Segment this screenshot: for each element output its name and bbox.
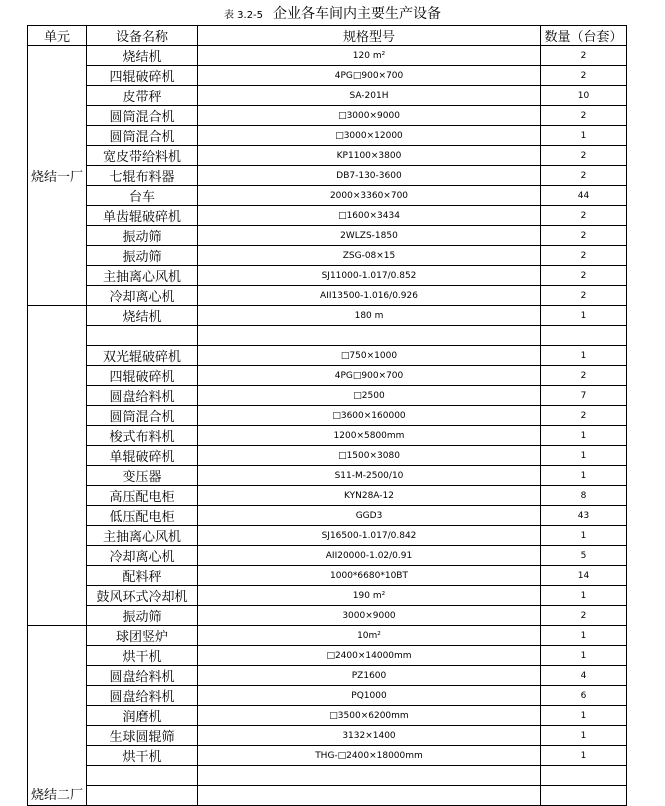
equipment-name-cell: 低压配电柜 bbox=[87, 506, 198, 526]
spec-cell: ZSG-08×15 bbox=[198, 246, 541, 266]
spec-cell: 1000*6680*10BT bbox=[198, 566, 541, 586]
equipment-name-cell bbox=[87, 326, 198, 346]
quantity-cell: 2 bbox=[541, 46, 627, 66]
equipment-name-cell: 单齿辊破碎机 bbox=[87, 206, 198, 226]
table-row bbox=[28, 746, 627, 766]
quantity-cell: 1 bbox=[541, 466, 627, 486]
unit-cell: 烧结一厂 bbox=[28, 46, 87, 306]
quantity-cell: 2 bbox=[541, 206, 627, 226]
table-row bbox=[28, 126, 627, 146]
quantity-cell: 2 bbox=[541, 106, 627, 126]
spec-cell: KP1100×3800 bbox=[198, 146, 541, 166]
table-row bbox=[28, 146, 627, 166]
table-row bbox=[28, 486, 627, 506]
quantity-cell: 1 bbox=[541, 646, 627, 666]
quantity-cell: 2 bbox=[541, 146, 627, 166]
equipment-name-cell: 圆筒混合机 bbox=[87, 106, 198, 126]
quantity-cell: 1 bbox=[541, 746, 627, 766]
spec-cell: 10m² bbox=[198, 626, 541, 646]
spec-cell: □3500×6200mm bbox=[198, 706, 541, 726]
quantity-cell: 1 bbox=[541, 706, 627, 726]
spec-cell bbox=[198, 766, 541, 786]
spec-cell: 190 m² bbox=[198, 586, 541, 606]
spec-cell bbox=[198, 326, 541, 346]
quantity-cell: 4 bbox=[541, 666, 627, 686]
spec-cell: 3132×1400 bbox=[198, 726, 541, 746]
table-row bbox=[28, 426, 627, 446]
spec-cell: SJ11000-1.017/0.852 bbox=[198, 266, 541, 286]
equipment-name-cell: 四辊破碎机 bbox=[87, 366, 198, 386]
table-row bbox=[28, 246, 627, 266]
table-body bbox=[28, 46, 627, 806]
table-row bbox=[28, 306, 627, 326]
table-row bbox=[28, 586, 627, 606]
quantity-cell: 44 bbox=[541, 186, 627, 206]
spec-cell: □3600×160000 bbox=[198, 406, 541, 426]
quantity-cell: 1 bbox=[541, 426, 627, 446]
spec-cell: 120 m² bbox=[198, 46, 541, 66]
spec-cell: 2000×3360×700 bbox=[198, 186, 541, 206]
spec-cell: 4PG□900×700 bbox=[198, 366, 541, 386]
table-row bbox=[28, 446, 627, 466]
spec-cell: THG-□2400×18000mm bbox=[198, 746, 541, 766]
equipment-name-cell: 润磨机 bbox=[87, 706, 198, 726]
table-row bbox=[28, 526, 627, 546]
table-row bbox=[28, 726, 627, 746]
header-qty: 数量（台套） bbox=[541, 26, 627, 46]
spec-cell: AII13500-1.016/0.926 bbox=[198, 286, 541, 306]
quantity-cell: 5 bbox=[541, 546, 627, 566]
table-row bbox=[28, 666, 627, 686]
quantity-cell: 2 bbox=[541, 606, 627, 626]
spec-cell: □1500×3080 bbox=[198, 446, 541, 466]
table-row bbox=[28, 686, 627, 706]
quantity-cell: 2 bbox=[541, 266, 627, 286]
quantity-cell: 1 bbox=[541, 346, 627, 366]
table-row bbox=[28, 266, 627, 286]
equipment-name-cell: 振动筛 bbox=[87, 226, 198, 246]
equipment-name-cell: 变压器 bbox=[87, 466, 198, 486]
spec-cell: SA-201H bbox=[198, 86, 541, 106]
table-row bbox=[28, 766, 627, 786]
table-row bbox=[28, 626, 627, 646]
quantity-cell: 1 bbox=[541, 626, 627, 646]
table-row bbox=[28, 546, 627, 566]
equipment-name-cell: 主抽离心风机 bbox=[87, 266, 198, 286]
quantity-cell: 43 bbox=[541, 506, 627, 526]
spec-cell: S11-M-2500/10 bbox=[198, 466, 541, 486]
equipment-name-cell: 鼓风环式冷却机 bbox=[87, 586, 198, 606]
quantity-cell: 1 bbox=[541, 126, 627, 146]
spec-cell: DB7-130-3600 bbox=[198, 166, 541, 186]
table-row bbox=[28, 46, 627, 66]
header-row bbox=[28, 26, 627, 46]
equipment-name-cell bbox=[87, 786, 198, 806]
equipment-table bbox=[27, 25, 627, 806]
spec-cell: AII20000-1.02/0.91 bbox=[198, 546, 541, 566]
spec-cell: 4PG□900×700 bbox=[198, 66, 541, 86]
table-row bbox=[28, 706, 627, 726]
quantity-cell: 2 bbox=[541, 406, 627, 426]
quantity-cell bbox=[541, 786, 627, 806]
table-row bbox=[28, 326, 627, 346]
quantity-cell: 8 bbox=[541, 486, 627, 506]
quantity-cell bbox=[541, 766, 627, 786]
spec-cell: 1200×5800mm bbox=[198, 426, 541, 446]
quantity-cell: 2 bbox=[541, 246, 627, 266]
spec-cell: 180 m bbox=[198, 306, 541, 326]
table-row bbox=[28, 406, 627, 426]
quantity-cell: 6 bbox=[541, 686, 627, 706]
equipment-name-cell: 烧结机 bbox=[87, 306, 198, 326]
quantity-cell: 2 bbox=[541, 66, 627, 86]
equipment-name-cell: 生球圆辊筛 bbox=[87, 726, 198, 746]
spec-cell: 3000×9000 bbox=[198, 606, 541, 626]
equipment-name-cell: 振动筛 bbox=[87, 606, 198, 626]
table-row bbox=[28, 366, 627, 386]
header-unit: 单元 bbox=[28, 26, 87, 46]
equipment-name-cell: 冷却离心机 bbox=[87, 286, 198, 306]
table-number: 表 3.2-5 bbox=[223, 10, 264, 21]
equipment-name-cell: 双光辊破碎机 bbox=[87, 346, 198, 366]
header-spec: 规格型号 bbox=[198, 26, 541, 46]
spec-cell: □3000×9000 bbox=[198, 106, 541, 126]
equipment-name-cell: 圆筒混合机 bbox=[87, 126, 198, 146]
spec-cell: PZ1600 bbox=[198, 666, 541, 686]
equipment-name-cell: 烧结机 bbox=[87, 46, 198, 66]
header-name: 设备名称 bbox=[87, 26, 198, 46]
table-row bbox=[28, 386, 627, 406]
equipment-name-cell: 球团竖炉 bbox=[87, 626, 198, 646]
unit-cell bbox=[28, 306, 87, 626]
unit-cell: 烧结二厂 bbox=[28, 626, 87, 806]
spec-cell: KYN28A-12 bbox=[198, 486, 541, 506]
table-row bbox=[28, 466, 627, 486]
spec-cell: □1600×3434 bbox=[198, 206, 541, 226]
quantity-cell: 7 bbox=[541, 386, 627, 406]
equipment-name-cell: 圆盘给料机 bbox=[87, 686, 198, 706]
equipment-name-cell: 圆盘给料机 bbox=[87, 386, 198, 406]
quantity-cell: 2 bbox=[541, 286, 627, 306]
spec-cell: □750×1000 bbox=[198, 346, 541, 366]
equipment-name-cell: 配料秤 bbox=[87, 566, 198, 586]
spec-cell: □3000×12000 bbox=[198, 126, 541, 146]
table-row bbox=[28, 206, 627, 226]
table-caption bbox=[0, 5, 665, 25]
quantity-cell: 10 bbox=[541, 86, 627, 106]
equipment-name-cell: 振动筛 bbox=[87, 246, 198, 266]
spec-cell: □2400×14000mm bbox=[198, 646, 541, 666]
equipment-name-cell: 台车 bbox=[87, 186, 198, 206]
table-row bbox=[28, 506, 627, 526]
table-row bbox=[28, 66, 627, 86]
spec-cell: 2WLZS-1850 bbox=[198, 226, 541, 246]
quantity-cell: 1 bbox=[541, 526, 627, 546]
quantity-cell: 1 bbox=[541, 306, 627, 326]
table-row bbox=[28, 286, 627, 306]
equipment-name-cell: 主抽离心风机 bbox=[87, 526, 198, 546]
quantity-cell: 1 bbox=[541, 586, 627, 606]
quantity-cell bbox=[541, 326, 627, 346]
equipment-name-cell: 四辊破碎机 bbox=[87, 66, 198, 86]
quantity-cell: 1 bbox=[541, 446, 627, 466]
equipment-name-cell: 宽皮带给料机 bbox=[87, 146, 198, 166]
equipment-name-cell: 烘干机 bbox=[87, 746, 198, 766]
equipment-name-cell bbox=[87, 766, 198, 786]
quantity-cell: 2 bbox=[541, 166, 627, 186]
spec-cell: PQ1000 bbox=[198, 686, 541, 706]
table-row bbox=[28, 646, 627, 666]
table-row bbox=[28, 606, 627, 626]
table-row bbox=[28, 346, 627, 366]
spec-cell bbox=[198, 786, 541, 806]
equipment-name-cell: 冷却离心机 bbox=[87, 546, 198, 566]
equipment-name-cell: 梭式布料机 bbox=[87, 426, 198, 446]
quantity-cell: 2 bbox=[541, 226, 627, 246]
equipment-name-cell: 单辊破碎机 bbox=[87, 446, 198, 466]
table-row bbox=[28, 786, 627, 806]
table-row bbox=[28, 86, 627, 106]
equipment-name-cell: 烘干机 bbox=[87, 646, 198, 666]
spec-cell: □2500 bbox=[198, 386, 541, 406]
table-row bbox=[28, 166, 627, 186]
table-row bbox=[28, 106, 627, 126]
equipment-name-cell: 高压配电柜 bbox=[87, 486, 198, 506]
quantity-cell: 2 bbox=[541, 366, 627, 386]
spec-cell: GGD3 bbox=[198, 506, 541, 526]
quantity-cell: 14 bbox=[541, 566, 627, 586]
table-row bbox=[28, 566, 627, 586]
quantity-cell: 1 bbox=[541, 726, 627, 746]
equipment-name-cell: 圆筒混合机 bbox=[87, 406, 198, 426]
table-row bbox=[28, 226, 627, 246]
equipment-name-cell: 皮带秤 bbox=[87, 86, 198, 106]
table-title: 企业各车间内主要生产设备 bbox=[273, 6, 442, 22]
equipment-name-cell: 圆盘给料机 bbox=[87, 666, 198, 686]
spec-cell: SJ16500-1.017/0.842 bbox=[198, 526, 541, 546]
equipment-name-cell: 七辊布料器 bbox=[87, 166, 198, 186]
table-row bbox=[28, 186, 627, 206]
